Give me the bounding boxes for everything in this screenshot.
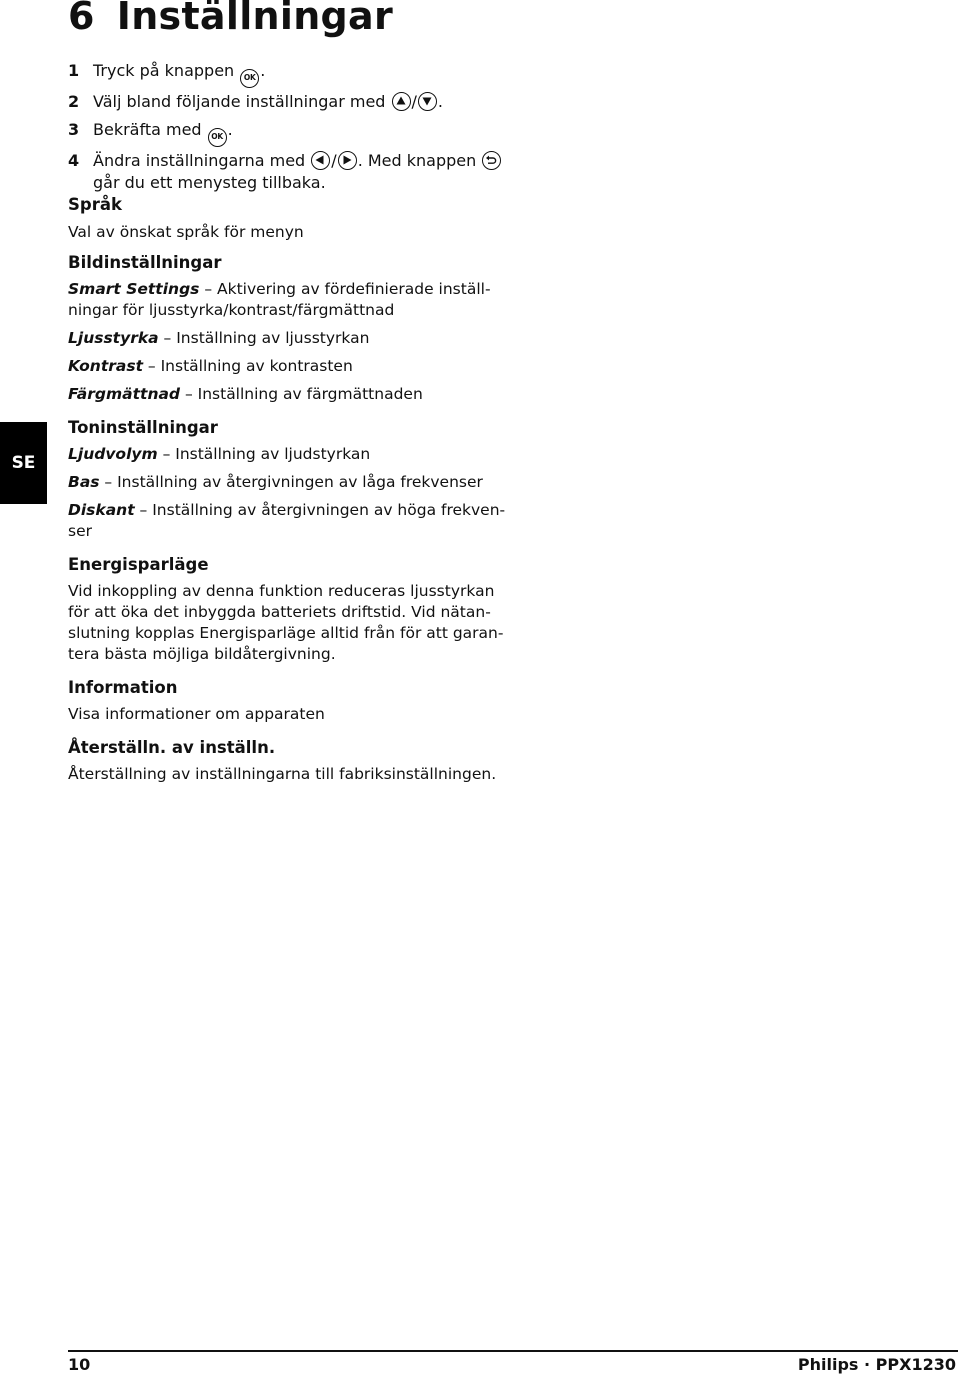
product-name: Philips · PPX1230 [797, 1355, 956, 1374]
language-tab: SE [0, 422, 47, 504]
arrow-down-icon [418, 92, 437, 111]
section-heading: Information [68, 678, 178, 697]
list-item: Färgmättnad – Inställning av färgmättnaden [68, 385, 423, 403]
section-text: Visa informationer om apparaten [68, 705, 325, 723]
section-text: Återställning av inställningarna till fabriksinställningen. [68, 765, 497, 783]
section-info [68, 677, 508, 725]
step-3: 3 Bekräfta med OK . [68, 116, 508, 147]
section-heading: Energisparläge [68, 555, 209, 574]
list-item: Smart Settings – Aktivering av fördefinierade inställningar för ljusstyrka/kontrast/färgmättnad [68, 280, 491, 319]
section-heading: Bildinställningar [68, 253, 222, 272]
settings-descriptions [68, 194, 508, 785]
section-bild [68, 252, 508, 405]
list-item: Ljusstyrka – Inställning av ljusstyrkan [68, 329, 370, 347]
ok-button-icon: OK [240, 69, 259, 88]
section-heading: Återställn. av inställn. [68, 738, 276, 757]
section-heading: Språk [68, 195, 122, 214]
arrow-left-icon [311, 151, 330, 170]
list-item: Bas – Inställning av återgivningen av låga frekvenser [68, 473, 483, 491]
arrow-right-icon [338, 151, 357, 170]
step-list [68, 57, 508, 194]
list-item: Diskant – Inställning av återgivningen av höga frekvenser [68, 501, 506, 540]
step-1: 1 Tryck på knappen OK . [68, 57, 508, 88]
step-2: 2 Välj bland följande inställningar med / . [68, 92, 444, 111]
chapter-title [68, 0, 393, 38]
arrow-up-icon [392, 92, 411, 111]
section-energi [68, 554, 508, 665]
page-number: 10 [68, 1355, 91, 1374]
section-heading: Toninställningar [68, 418, 218, 437]
list-item: Kontrast – Inställning av kontrasten [68, 357, 353, 375]
chapter-name: Inställningar [116, 0, 394, 38]
section-sprak [68, 194, 508, 243]
section-text: Val av önskat språk för menyn [68, 223, 304, 241]
footer-divider [68, 1350, 958, 1352]
chapter-number: 6 [68, 0, 95, 38]
back-icon [482, 151, 501, 170]
section-ton [68, 417, 508, 542]
ok-button-icon: OK [208, 128, 227, 147]
section-reset [68, 737, 508, 785]
step-4: 4 Ändra inställningarna med / . Med knappen går du ett menysteg tillbaka. [68, 147, 508, 194]
section-text: Vid inkoppling av denna funktion reduceras ljusstyrkan för att öka det inbyggda batteriets driftstid. Vid nätanslutning kopplas Energisparläge alltid från för att garantera bästa möjliga bildåtergivning. [68, 582, 504, 663]
list-item: Ljudvolym – Inställning av ljudstyrkan [68, 445, 371, 463]
